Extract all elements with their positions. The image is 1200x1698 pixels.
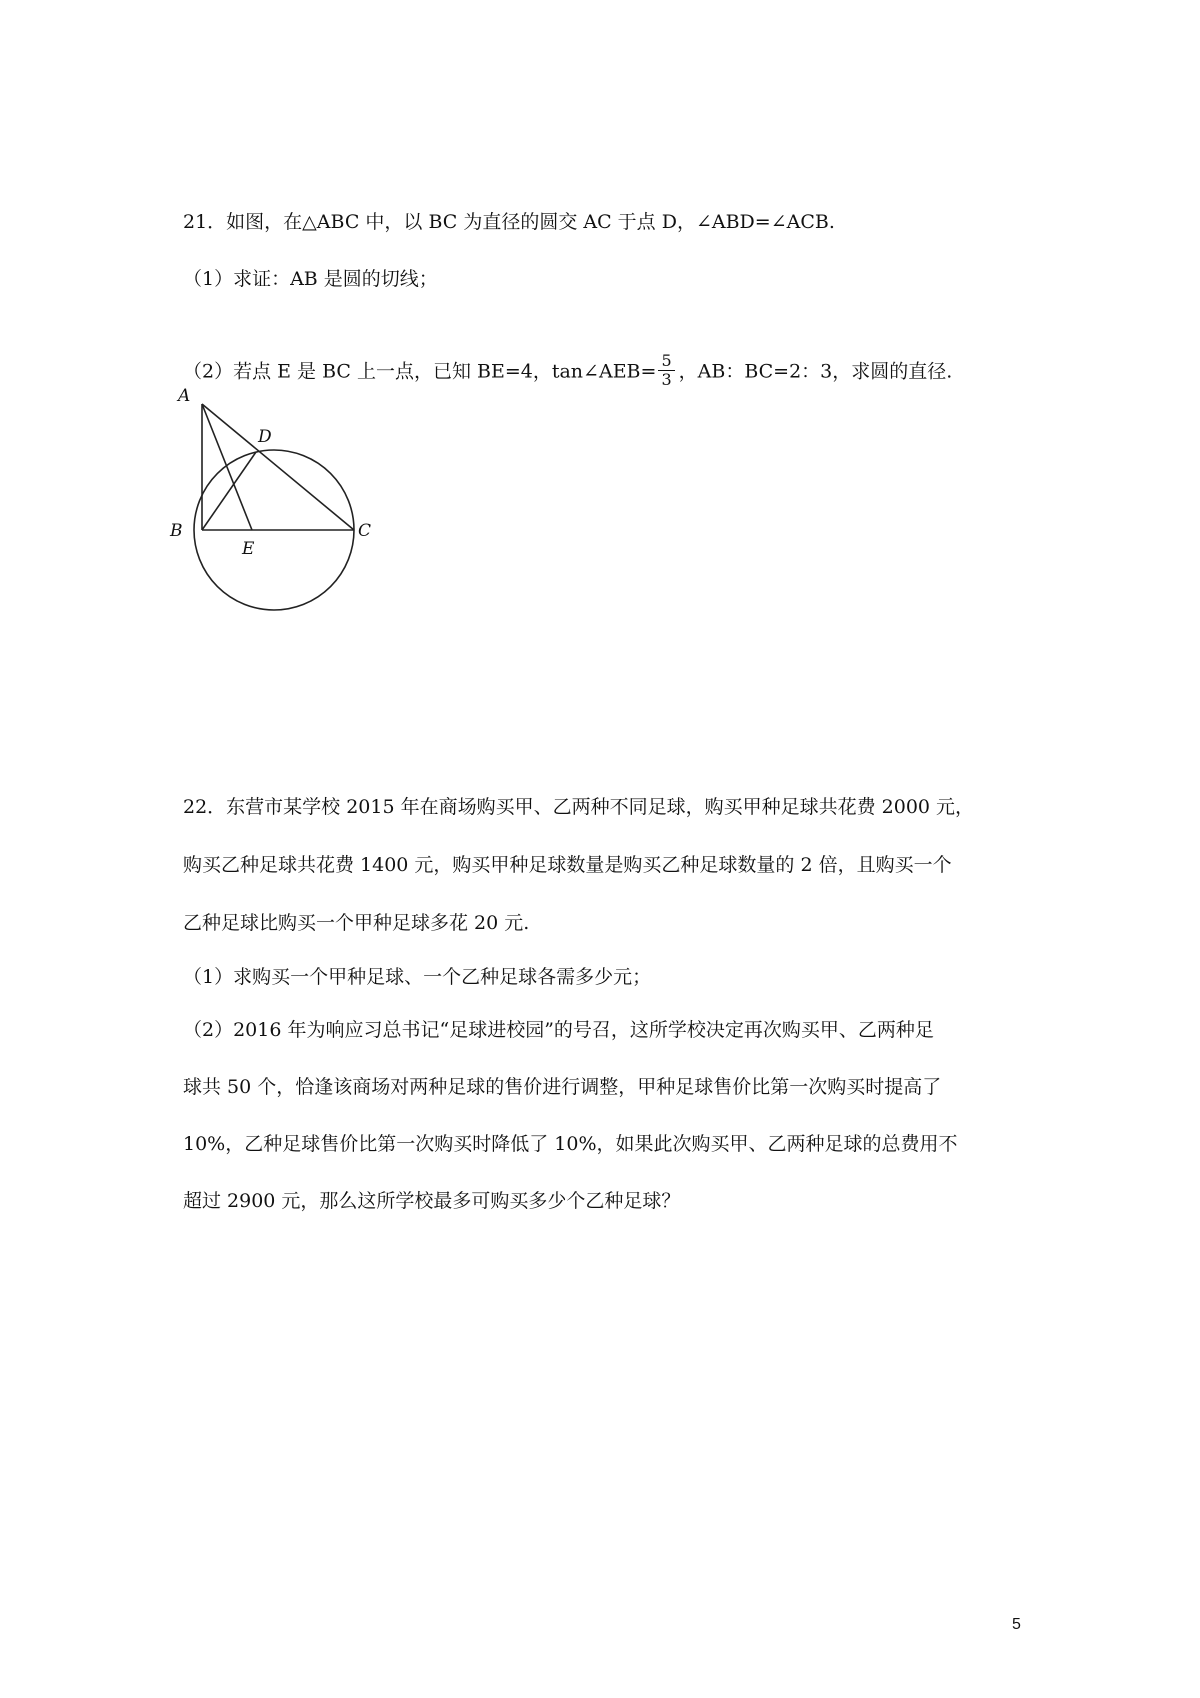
question-22-part2-line4: 超过 2900 元，那么这所学校最多可购买多少个乙种足球？ — [183, 1190, 681, 1212]
question-21-title: 21．如图，在△ABC 中，以 BC 为直径的圆交 AC 于点 D，∠ABD=∠ACB. — [183, 211, 835, 233]
question-22-part2-line2: 球共 50 个，恰逢该商场对两种足球的售价进行调整，甲种足球售价比第一次购买时提高了 — [183, 1076, 942, 1098]
question-22-line1: 22．东营市某学校 2015 年在商场购买甲、乙两种不同足球，购买甲种足球共花费 2000 元， — [183, 796, 975, 818]
question-22-line2: 购买乙种足球共花费 1400 元，购买甲种足球数量是购买乙种足球数量的 2 倍，且购买一个 — [183, 854, 952, 876]
tan-fraction — [658, 352, 674, 389]
question-21-part2-text-before: （2）若点 E 是 BC 上一点，已知 BE=4，tan∠AEB= — [183, 360, 657, 383]
question-22-part2-line3: 10%，乙种足球售价比第一次购买时降低了 10%，如果此次购买甲、乙两种足球的总费用不 — [183, 1133, 958, 1155]
geometry-figure-svg — [170, 386, 372, 610]
question-21-part2 — [183, 351, 953, 391]
label-c: C — [358, 521, 372, 541]
question-22-part1: （1）求购买一个甲种足球、一个乙种足球各需多少元； — [183, 966, 652, 988]
label-b: B — [170, 521, 183, 541]
question-22-line3: 乙种足球比购买一个甲种足球多花 20 元. — [183, 912, 530, 934]
question-21-part1: （1）求证：AB 是圆的切线； — [183, 268, 438, 290]
geometry-figure — [170, 386, 372, 610]
question-21-part2-text-after: ，AB：BC=2：3，求圆的直径. — [678, 360, 953, 383]
label-e: E — [242, 539, 255, 559]
question-22-part2-line1: （2）2016 年为响应习总书记“足球进校园”的号召，这所学校决定再次购买甲、乙两种足 — [183, 1019, 934, 1041]
page-number: 5 — [1012, 1616, 1021, 1633]
label-d: D — [258, 427, 272, 447]
segment-ae — [202, 404, 252, 530]
fraction-denominator: 3 — [661, 370, 672, 389]
fraction-numerator: 5 — [658, 352, 674, 371]
label-a: A — [178, 386, 191, 406]
